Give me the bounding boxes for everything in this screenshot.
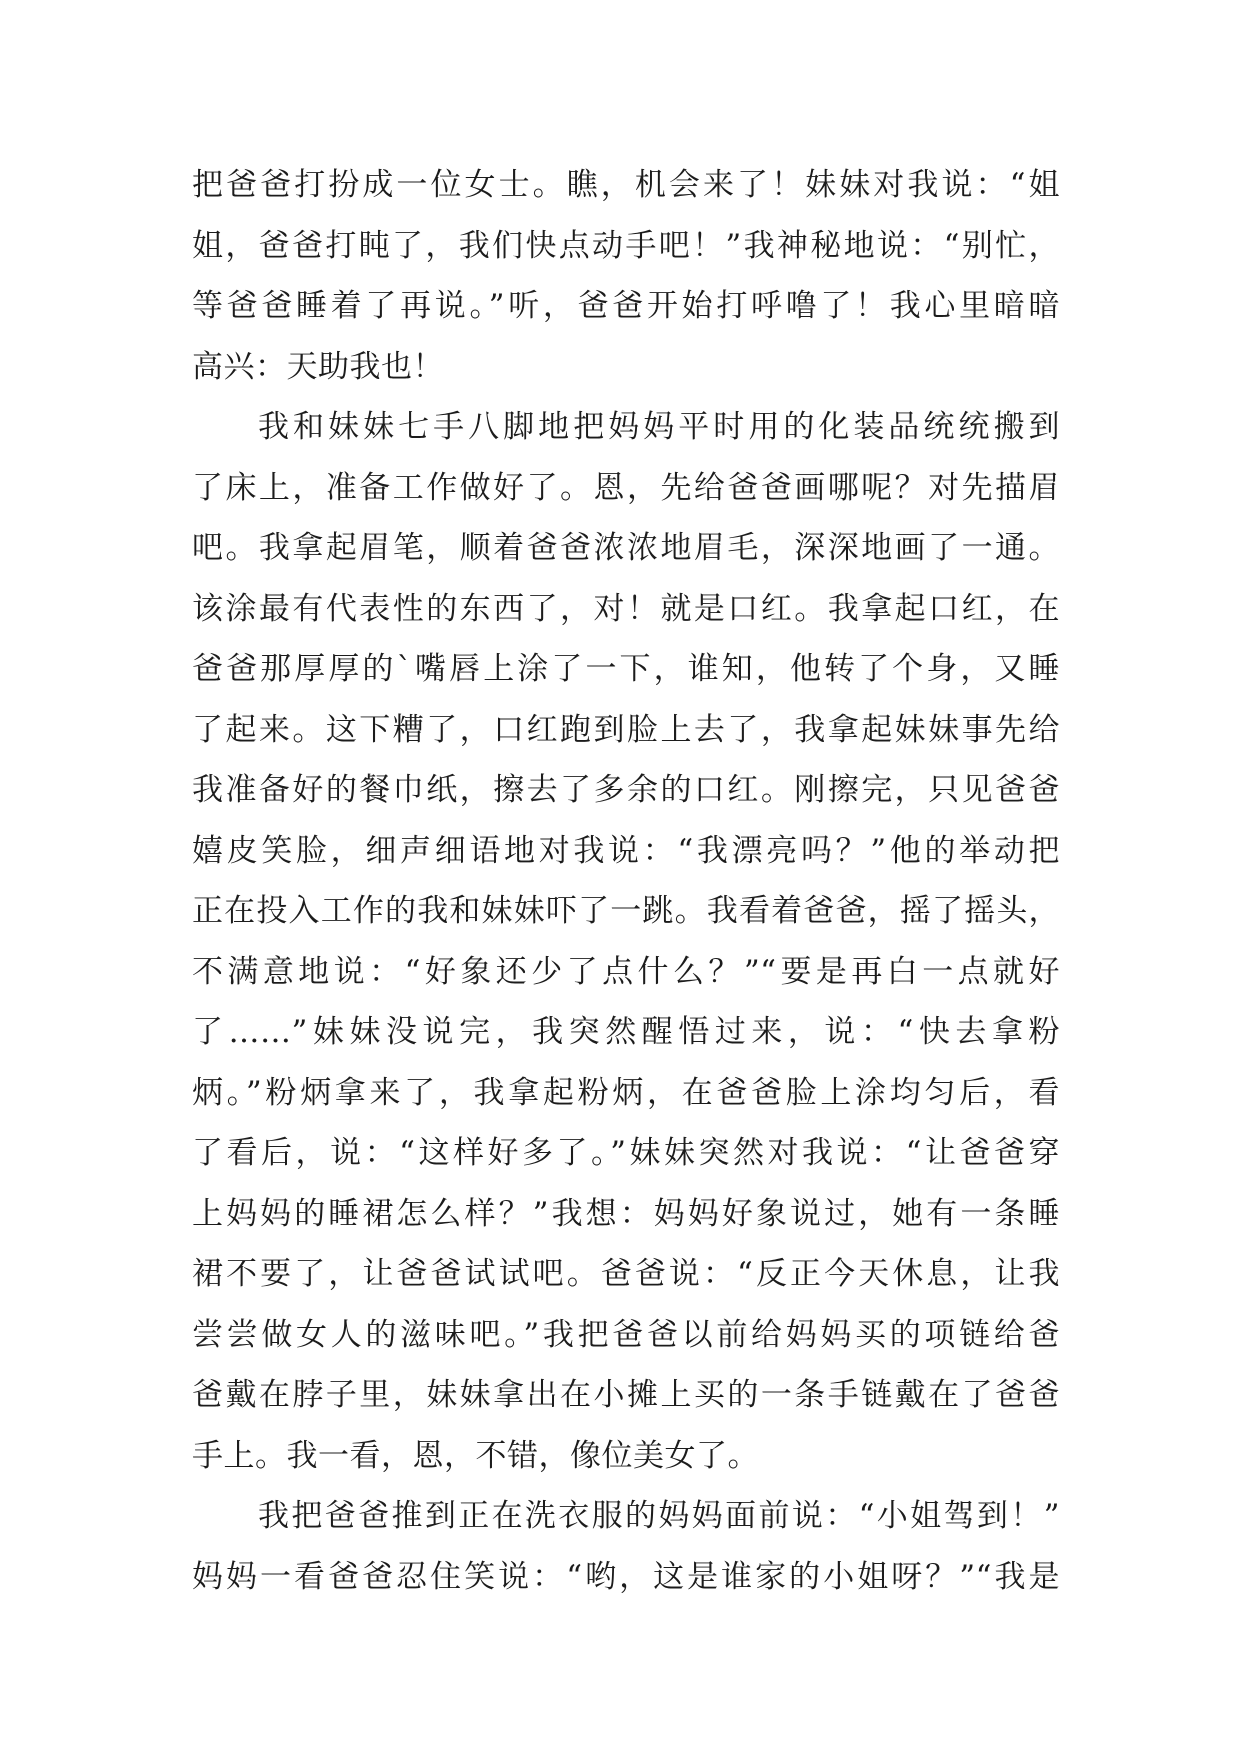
text-line: 裙不要了，让爸爸试试吧。爸爸说：“反正今天休息，让我 <box>192 1256 1060 1292</box>
text-line: 了起来。这下糟了，口红跑到脸上去了，我拿起妹妹事先给 <box>192 711 1060 748</box>
text-line: 吧。我拿起眉笔，顺着爸爸浓浓地眉毛，深深地画了一通。 <box>192 530 1060 566</box>
text-line: 我准备好的餐巾纸，擦去了多余的口红。刚擦完，只见爸爸 <box>192 772 1060 808</box>
paragraph-2 <box>192 397 1060 1486</box>
text-line: 了看后，说：“这样好多了。”妹妹突然对我说：“让爸爸穿 <box>192 1135 1060 1171</box>
text-line: 我把爸爸推到正在洗衣服的妈妈面前说：“小姐驾到！” <box>258 1498 1060 1534</box>
text-line: 上妈妈的睡裙怎么样？”我想：妈妈好象说过，她有一条睡 <box>192 1195 1060 1232</box>
essay-body <box>192 155 1060 1607</box>
text-line: 爸爸那厚厚的`嘴唇上涂了一下，谁知，他转了个身，又睡 <box>192 651 1060 687</box>
text-line: 等爸爸睡着了再说。”听，爸爸开始打呼噜了！我心里暗暗 <box>192 288 1060 324</box>
text-line: 了……”妹妹没说完，我突然醒悟过来，说：“快去拿粉 <box>192 1014 1060 1050</box>
text-line: 正在投入工作的我和妹妹吓了一跳。我看着爸爸，摇了摇头， <box>192 893 1060 929</box>
text-line: 高兴：天助我也！ <box>192 348 444 385</box>
text-line: 炳。”粉炳拿来了，我拿起粉炳，在爸爸脸上涂均匀后，看 <box>192 1074 1060 1111</box>
text-line: 嬉皮笑脸，细声细语地对我说：“我漂亮吗？”他的举动把 <box>192 832 1060 869</box>
text-line: 了床上，准备工作做好了。恩，先给爸爸画哪呢？对先描眉 <box>192 469 1060 506</box>
paragraph-3 <box>192 1486 1060 1607</box>
text-line: 我和妹妹七手八脚地把妈妈平时用的化装品统统搬到 <box>258 409 1060 445</box>
text-line: 把爸爸打扮成一位女士。瞧，机会来了！妹妹对我说：“姐 <box>192 167 1060 203</box>
text-line: 姐，爸爸打盹了，我们快点动手吧！”我神秘地说：“别忙， <box>192 227 1060 264</box>
text-line: 爸戴在脖子里，妹妹拿出在小摊上买的一条手链戴在了爸爸 <box>192 1377 1060 1413</box>
text-line: 不满意地说：“好象还少了点什么？”“要是再白一点就好 <box>192 953 1060 990</box>
text-line: 尝尝做女人的滋味吧。”我把爸爸以前给妈妈买的项链给爸 <box>192 1316 1060 1353</box>
text-line: 妈妈一看爸爸忍住笑说：“哟，这是谁家的小姐呀？”“我是 <box>192 1558 1060 1595</box>
paragraph-1 <box>192 155 1060 397</box>
text-line: 手上。我一看，恩，不错，像位美女了。 <box>192 1437 759 1474</box>
text-line: 该涂最有代表性的东西了，对！就是口红。我拿起口红，在 <box>192 590 1060 627</box>
